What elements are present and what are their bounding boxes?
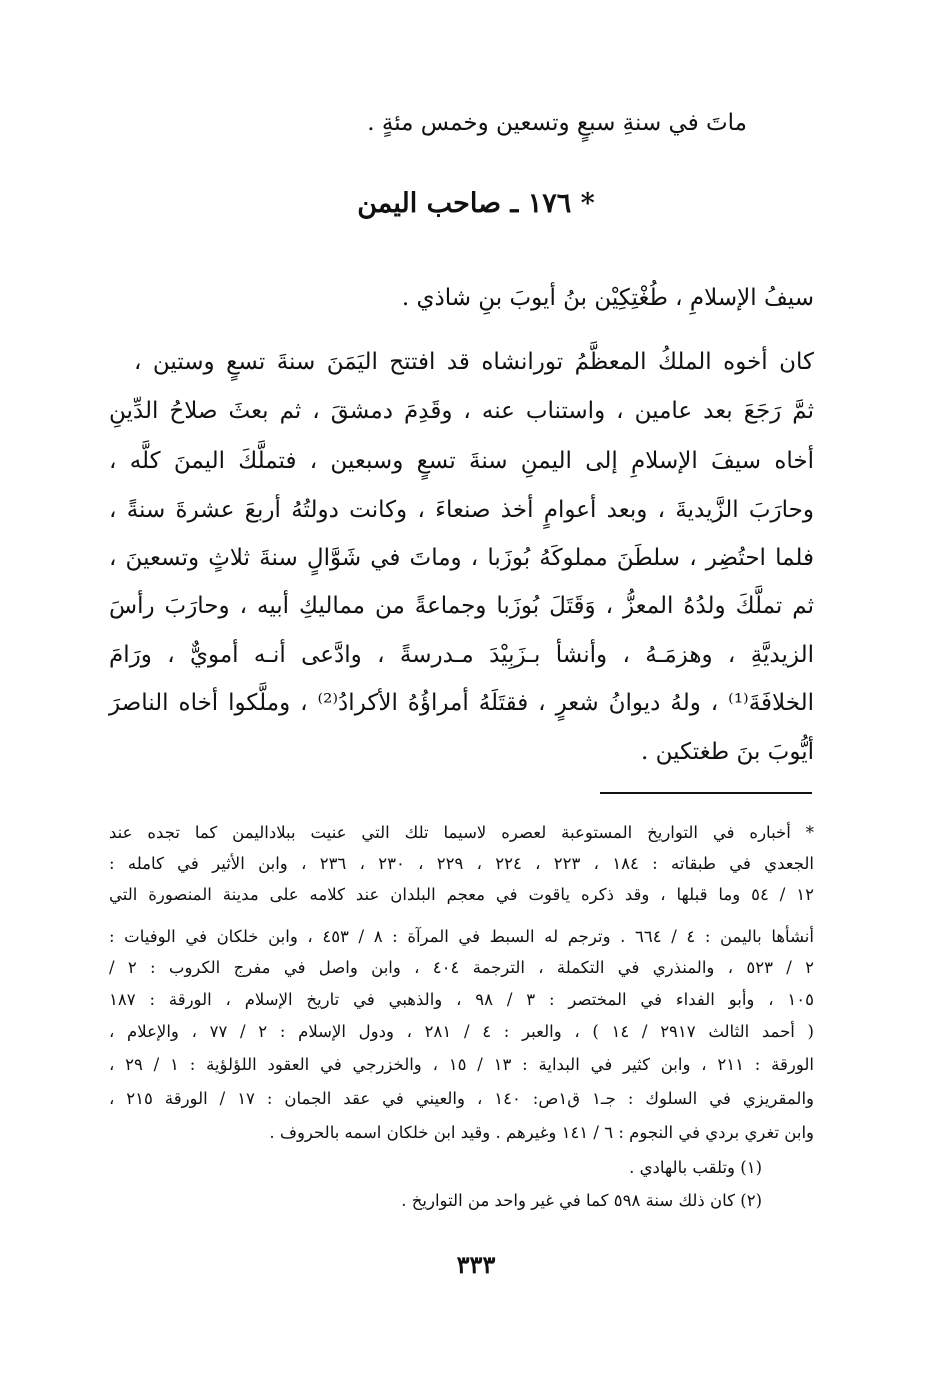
paragraph-line: أيُّوبَ بنَ طغتكين . (641, 739, 814, 765)
endnote-1: (١) وتلقب بالهادي . (629, 1158, 762, 1177)
footnote-line: أنشأها باليمن : ٤ / ٦٦٤ . وترجم له السبط في المرآة : ٨ / ٤٥٣ ، وابن خلكان في الوفيات : (109, 927, 814, 946)
paragraph-line: كان أخوه الملكُ المعظَّمُ تورانشاه قد افتتح اليَمَنَ سنةَ تسعٍ وستين ، (134, 349, 814, 375)
name-line: سيفُ الإسلامِ ، طُغْتِكِيْن بنُ أيوبَ بنِ شاذي . (401, 285, 814, 311)
paragraph-line: الخلافَةَ⁽¹⁾ ، ولهُ ديوانُ شعرٍ ، فقتَلَهُ أمراؤُهُ الأكرادُ⁽²⁾ ، وملَّكوا أخاه الناصرَ (109, 690, 814, 716)
footnote-line: الورقة : ٢١١ ، وابن كثير في البداية : ١٣ / ١٥ ، والخزرجي في العقود اللؤلؤية : ١ / ٢٩ ، (109, 1055, 814, 1074)
section-heading: ١٧٦ ـ صاحب اليمن * (357, 188, 595, 219)
paragraph-line: أخاه سيفَ الإسلامِ إلى اليمنِ سنةَ تسعٍ وسبعين ، فتملَّكَ اليمنَ كلَّه ، (109, 448, 814, 474)
endnote-2: (٢) كان ذلك سنة ٥٩٨ كما في غير واحد من التواريخ . (401, 1191, 762, 1210)
footnote-line: ١٢ / ٥٤ وما قبلها ، وقد ذكره ياقوت في معجم البلدان عند كلامه على مدينة المنصورة التي (109, 885, 814, 904)
paragraph-line: ثمَّ رَجَعَ بعد عامين ، واستناب عنه ، وقَدِمَ دمشقَ ، ثم بعثَ صلاحُ الدِّينِ (109, 398, 814, 424)
page-number: ٣٣٣ (456, 1250, 496, 1279)
footnote-line: والمقريزي في السلوك : جـ١ ق١ص: ١٤٠ ، والعيني في عقد الجمان : ١٧ / الورقة ٢١٥ ، (109, 1089, 815, 1108)
footnote-line: ( أحمد الثالث ٢٩١٧ / ١٤ ) ، والعبر : ٤ / ٢٨١ ، ودول الإسلام : ٢ / ٧٧ ، والإعلام ، (109, 1022, 814, 1041)
footnote-line: وابن تغري بردي في النجوم : ٦ / ١٤١ وغيرهم . وقيد ابن خلكان اسمه بالحروف . (269, 1123, 814, 1142)
intro-line: ماتَ في سنةِ سبعٍ وتسعين وخمس مئةٍ . (367, 110, 747, 136)
paragraph-line: وحارَبَ الزَّيديةَ ، وبعد أعوامٍ أخذ صنعاءَ ، وكانت دولتُهُ أربعَ عشرةَ سنةً ، (109, 497, 814, 523)
paragraph-line: فلما احتُضِر ، سلطَنَ مملوكَهُ بُوزَبا ، وماتَ في شَوَّالٍ سنةَ ثلاثٍ وتسعينَ ، (109, 545, 814, 571)
paragraph-line: الزيديَّةِ ، وهزمَـهُ ، وأنشأ بـزَبِيْدَ مـدرسةً ، وادَّعى أنـه أمويٌّ ، ورَامَ (109, 642, 814, 668)
footnote-line: الجعدي في طبقاته : ١٨٤ ، ٢٢٣ ، ٢٢٤ ، ٢٢٩ ، ٢٣٠ ، ٢٣٦ ، وابن الأثير في كامله : (109, 854, 814, 873)
footnote-separator (600, 792, 812, 794)
footnote-line: * أخباره في التواريخ المستوعبة لعصره لاسيما تلك التي عنيت ببلاداليمن كما تجده عند (109, 823, 814, 842)
paragraph-line: ثم تملَّكَ ولدُهُ المعزُّ ، وَقَتَلَ بُوزَبا وجماعةً من مماليكِ أبيه ، وحارَبَ رأسَ (109, 593, 814, 619)
footnote-line: ٢ / ٥٢٣ ، والمنذري في التكملة ، الترجمة ٤٠٤ ، وابن واصل في مفرج الكروب : ٢ / (109, 958, 814, 977)
footnote-line: ١٠٥ ، وأبو الفداء في المختصر : ٣ / ٩٨ ، والذهبي في تاريخ الإسلام ، الورقة : ١٨٧ (109, 990, 814, 1009)
